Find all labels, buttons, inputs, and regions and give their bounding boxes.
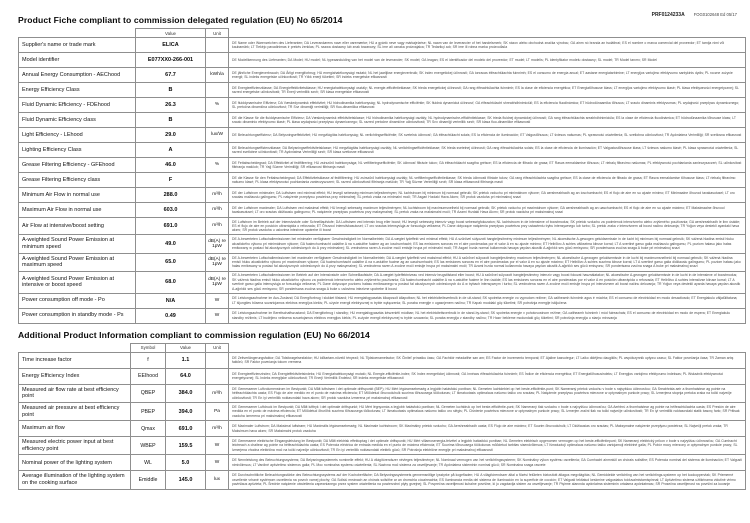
row-description: DE Energieeffizienzklasse; DA Energieffektivitetsklasse; HU energiahatékonysági osztály; NL energie-efficiëntieklasse; SK trieda energetickej účinnosti; GA rang éifeachtúlachta fuinnimh; ES la clase de eficiencia energética; ET Energiatõhususe klass; LT energijos vartojimo efektyvumo klasė; PL klasa efektywności energetycznej; SL razred energetske učinkovitosti; TR Enerji verimlilik sınıfı; SR klasa energetske efikasnosti [229, 83, 746, 98]
document-ref-primary: PRF0124233A [651, 12, 685, 18]
table-row [19, 38, 746, 53]
row-label: A-weighted Sound Power Emission at minimum speed [19, 235, 136, 253]
additional-table-body [19, 352, 746, 489]
row-value: 145.0 [166, 471, 206, 489]
row-description: DE Gemessene elektrische Eingangsleistung im Bestpunkt; DA Målt elektrisk effektoptag i det optimale driftspunkt; HU Mért villamosenergia-felvétel a legjobb hatásfokú pontban; NL Gemeten elektrisch opgenomen vermogen op het beste-efficiëntiepunt; SK Nameraný elektrický príkon v bode s najvyššou účinnosťou; GA Cumhacht leictreach a chaitear ag pointe na héifeachtúlachta uasta; ES Potencia eléctrica de entrada medida en el punto de máxima eficiencia; ET Suurima tõhususega töökolunas mõõdetud tarbitav sisendvõimsus; LT Išmatuotoji optimalaus našumo taško vartojamoji elektrinė galia; PL Pobór mocy mierzony w optymalnym punkcie pracy; SL Izmerjena vhodna električna moč na točki največje učinkovitosti; TR En iyi verimlilik noktasındaki elektrik gücü; SR Potrošnja električne energije pri maksimalnoj efikasnosti [229, 437, 746, 455]
row-label: Grease Filtering Efficiency class [19, 173, 136, 188]
row-value: E077XX0-266-001 [136, 53, 206, 68]
row-label: Energy Efficiency Index [19, 368, 131, 384]
table-row [19, 143, 746, 158]
table-row [19, 384, 746, 402]
row-description: DE Modellkennung des Lieferanten; DA Model; HU model; NL typeaanduiding van het model van de leverancier; SK model; GA leagan; ES el identificador del modelo del proveedor; ET mudel; LT modelis; PL identyfikator modelu dostawcy; SL model; TR Model tanımı; SR Model [229, 53, 746, 68]
table-row [19, 421, 746, 437]
row-description: DE A-bewerteten Luftschallemissionen bei minimaler verfügbarer Geschwindigkeit im Normalbetrieb; DA A-vægtet lydeffekt ved minimal effekt; HU A szűrővel súlyozott hangteljesítmény minimum teljesítményen; NL akoestische A-gewogen geluidsemissie in de lucht bij minimum bij normaal gebruik; SK vážená hladina emisií hluku akustického výkonu pri minimálnom výkone; GA fuaimchumhacht ualaithe A na n-astuithe fuaime ag an íoschumhacht; ES las emisiones sonoras en el aire ponderadas por el valor A en su ajuste mínimo; ET Helirõivo A suhtes väikseima kiiruse korral; LT A svertinė garso galia mažiausiu galingumu; PL poziom hałasu jako hałas emitowany w postaci fal akustycznych odniesionych do A przy minimalnej; SL vrednotena raven A zvočne moči emisije hrupa pri minimalni moči; TR Asgari hızda normal kullanımda havaya yayılan akustik A-ağırlıklı ses gücü emisyonu; SR ponderisana zvučna snaga A buke pri minimalnoj snazi [229, 235, 746, 253]
table-row [19, 128, 746, 143]
table-row [19, 173, 746, 188]
row-unit [206, 113, 229, 128]
column-header-symbol: Symbol [131, 343, 166, 352]
row-label: Model identifier [19, 53, 136, 68]
row-label: Light Efficiency - LEhood [19, 128, 136, 143]
row-unit: m³/h [206, 421, 229, 437]
row-value: F [136, 173, 206, 188]
row-value: 64.0 [166, 368, 206, 384]
row-description: DE Gemessener Luftdruck im Bestpunkt; DA Målt lufttryk i det optimale driftspunkt; HU Mért légnyomás a legjobb hatásfokú pontban; NL Gemeten luchtdruk op het beste-efficiëntie-punt; SK Nameraný tlak vzduchu v bode s najvyššou účinnosťou; GA Aerbhrú a thomhaistear ag pointe na héifeachtúlachta uasta; ES Presión de aire medida en el punto de máxima eficiencia; ET Mõõdetud õhurõhk suurima tõhususega töökolunas; LT Išmatuotasis optimalaus našumo taško oro slėgis; PL Ciśnienie powietrza mierzone w optymalnym punkcie pracy; SL Izmerjen zračni tlak na točki največje učinkovitosti; TR En iyi verimlilik noktasındaki statik basınç farkı; SR Pritisak vazduha izmerena pri maksimalnoj efikasnosti [229, 402, 746, 420]
additional-table-header [19, 343, 746, 352]
row-description: DE Gemessener Luftvolumenstrom im Bestpunkt; DA Målt luftstrøm i det optimale driftspunkt (BEP); HU Mért légáramsebesség a legjobb hatásfokú pontban; NL Gemeten luchtdebiet op het beste-efficiëntie-punt; SK Nameraný prietok vzduchu v bode s najvyššou účinnosťou; GA Sreabhráta aeir a thomhaistear ag pointe na héifeachtúlachta uasta; ES Flujo de aire medido en el punto de máxima eficiencia; ET Mõõdetud õhuvooluhulk suurima tõhususega töökolunas; LT Išmatuotasis optimalaus našumo taško oro srautas; PL Natężenie przepływu powietrza mierzone w optymalnym punkcie pracy; SL Izmerjena stopnja pretoka zraka na točki največje učinkovitosti; TR En iyi verimlilik noktasındaki hava akımı; SR protok vazduha izmerena pri maksimalnoj efikasnosti [229, 384, 746, 402]
table-row [19, 113, 746, 128]
table-row [19, 352, 746, 368]
table-row [19, 293, 746, 308]
header-spacer [19, 343, 131, 352]
header-spacer [229, 29, 746, 38]
row-value: 49.0 [136, 235, 206, 253]
row-value: 68.0 [136, 271, 206, 293]
row-unit: m³/h [206, 203, 229, 218]
row-value: 691.0 [166, 421, 206, 437]
fiche-table [18, 28, 746, 324]
row-description: DE Leistungsaufnahme im Aus-Zustand; DA Energiforbrug i slukket tilstand; HU energiafogyasztás kikapcsolt állapotban; NL het elektriciteitsverbruik in de uit-stand; SK spotreba energie vo vypnutom režime; GA caitheamh fuinnimh agus é múchta; ES el consumo de electricidad en modo desactivado; ET Energiakulu väljalülitatuna; LT išjungties būsena suvartojamos elektros energijos kiekis; PL użycie energii elektrycznej w trybie wyłączenia; SL poraba energije v ugasnjenem načinu; TR Kapalı moddaki güç tüketimi; SR potrošnja energije isključena [229, 293, 746, 308]
fiche-title: Product Fiche compliant to commission delegated regulation (EU) No 65/2014 [18, 15, 343, 25]
row-description: DE jährliche Energieverbrauch; DA Årligt energiforbrug; HU energiahatékonysági mutató; NL het jaarlijkse energieverbruik; SK index energetickej účinnosti; GA ionracas éifeachtúlachta fuinnimh; ES el consumo de energía anual; ET aastane energiatarbimine; LT energijos vartojimo efektyvumo santykinis dydis; PL roczne zużycie energii; SL indeks energetske učinkovitosti; TR Yıllık enerji tüketimi; SR indeks energetske efikasnosti [229, 68, 746, 83]
row-unit [206, 38, 229, 53]
row-label: A-weighted Sound Power Emission at intensive or boost speed [19, 271, 136, 293]
row-value: 394.0 [166, 402, 206, 420]
row-symbol: QBEP [131, 384, 166, 402]
row-description: DE Beleuchtungseffizienz; DA Belysningseffektivitet; HU megvilágítás hatékonyság; NL verlichtingsefficiëntie; SK svetelná účinnosť; GA éifeachtúlacht solais; ES la eficiencia de iluminación; ET Valgustõhusus; LT šviesos našumas; PL sprawność oświetlenia; SL svetlobna učinkovitost; TR Aydınlatma Verimliliği; SR svetlosna efikasnost [229, 128, 746, 143]
row-unit: m³/h [206, 188, 229, 203]
fiche-table-header [19, 29, 746, 38]
row-unit: W [206, 455, 229, 471]
row-unit: m³/h [206, 384, 229, 402]
row-value: B [136, 113, 206, 128]
row-description: DE Zeitverlängerungsfaktor; DA Tidsforøgelsesfaktor; HU időtartam-növelő tényező; NL Tijdstoenamefactor; SK Činiteľ prírastku času; GA Fachtóir méadaithe san am; ES Factor de incremento temporal; ET Ajaline kasvutegur; LT Laiko didėjimo daugiklis; PL współczynnik upływu czasu; SL Faktor povečanja časa; TR Zaman artış faktörü; SR Faktor povećanja tokom vremena [229, 352, 746, 368]
row-unit: lux/W [206, 128, 229, 143]
row-label: A-weighted Sound Power Emission at maximum speed [19, 253, 136, 271]
column-header-unit: Unit [206, 343, 229, 352]
table-row [19, 203, 746, 218]
row-description: DE Name oder Warenzeichen des Lieferanten; DA Leverandørens navn eller varemærke; HU a gyártó neve vagy márkajelzése; NL naam van de leverancier of het handelsmerk; SK názov alebo obchodná značka výrobcu; GA ainm nó branda an tsoláthraí; ES el nombre o marca comercial del proveedor; ET tarnija nimi või kaubamärk; LT Tiekėjo pavadinimas ir prekės ženklas; PL nazwa dostawcy lub znak towarowy; SL ime ali oznaka proizvajalca; TR Tedarikçi adı; SR ime ili robna marka proizvođača [229, 38, 746, 53]
row-unit: dB(A) re 1pW [206, 235, 229, 253]
row-unit: Pa [206, 402, 229, 420]
row-label: Minimum Air Flow in normal use [19, 188, 136, 203]
row-label: Fluid Dynamic Efficiency - FDEhood [19, 98, 136, 113]
row-unit [206, 173, 229, 188]
header-spacer [229, 343, 746, 352]
row-label: Maximum air flow [19, 421, 131, 437]
table-row [19, 402, 746, 420]
row-value: N/A [136, 293, 206, 308]
additional-info-title: Additional Product Information compliant to commission regulation (EU) No 66/2014 [18, 329, 370, 340]
row-unit: W [206, 293, 229, 308]
row-label: Measured electric power input at best efficiency point [19, 437, 131, 455]
row-unit [206, 352, 229, 368]
row-unit [206, 143, 229, 158]
row-label: Measured air flow rate at best efficiency point [19, 384, 131, 402]
row-unit [206, 83, 229, 98]
column-header-value: Value [136, 29, 206, 38]
table-row [19, 98, 746, 113]
row-value: 46.0 [136, 158, 206, 173]
row-description: DE Durchschnittliche Beleuchtungsstärke des Beleuchtungssystems auf der Kochoberfläche; DA Belysningssystemets gennemsnitlige lysstyrke på kogefladen; HU A világítórendszer által a főzési felületen biztosított átlagos megvilágítás; NL Gemiddelde verlichting van het verlichtings-systeem op het kookoppervlak; SK Priemerné osvetlenie vrhané systémom osvetlenia na povrch varnej plochy; GA Soilsiú meánach an chórais soilsithe ar an dromchla cócaireachta; ES Iluminancia media del sistema de iluminación en la superficie de cocción; ET Valgusti tekitatud keskmine valgustatus toiduvalmistamispinnal; LT Apšvietimo sistema užtikrinama vidutinė virimo paviršiaus apšvieta; PL Średnie natężenie oświetlenia zapewnianego przez system oświetlenia na powierzchni płyty grzejnej; SL Povprečna osvetljenost kuhalne površine, ki jo zagotavlja sistem za osvetljevanje; TR Pişirme alanında aydınlatma sisteminin ortalama aydınlatması; SR Prosečna osvetljenost na površini za kuvanje [229, 471, 746, 489]
row-value: 603.0 [136, 203, 206, 218]
table-row [19, 68, 746, 83]
row-label: Air Flow at intensive/boost setting [19, 218, 136, 235]
row-description: DE A-bewerteten Luftschallemissionen im Betrieb auf der Intensivstufe oder Schnelllaufstufe; DA A-vægtet lydeffektniveau ved intensiv brugstilstand eller boost; HU A szűrővel súlyozott hangteljesítmény intenzív vagy boost fokozat használatakor; NL akoestische A-gewogen geluidsemissie in de lucht in de intensieve of boostmodus; SK vážená hladina emisií hluku akustického výkonu za podmienok intenzívneho alebo zvýšeného používania; GA fuaimchumhacht ualaithe A na n-astuithe fuaime le linn úsáide; ES las emisiones sonoras en el aire ponderadas por el valor A en posición ultrarrápida o reforzada; ET Helirõivo A suhtes intensiivse kiiruse korral; LT A svertinė garso galia intensyviąja ar forsuotąja veiksena; PL Dane dotyczące poziomu hałasu emitowanego w postaci fal akustycznych odniesionych do A w trybach intensywnym i turbo; SL vrednotena raven A zvočne moči emisije hrupa pri intenzivnem ali boost načinu delovanja; TR Yoğun veya destekli ayarda havaya yayılan akustik A-ağırlıklı ses gücü emisyonu; SR ponderisana zvučna snaga A buke u uslovima intezivne upotrebe ili boost [229, 271, 746, 293]
table-row [19, 437, 746, 455]
row-label: Energy Efficiency Class [19, 83, 136, 98]
row-description: DE Fettabscheidegrad; DA Effektivitet af fedtfiltrering; HU zsírszűrő hatékonysága; NL vetfilteringsefficiëntie; SK účinnosť filtrácie tukov; GA éifeachtúlacht scagtha gréisce; ES la eficiencia de filtrado de grasa; ET Rasva eemaldamise tõhusus; LT riebalų filtravimo našumas; PL efektywność pochłaniania zanieczyszczeń; SL učinkovitost filtriranja maščob; TR Yağ Süzme Verimliliği; SR efikasnost filtriranja masti [229, 158, 746, 173]
row-symbol: WBEP [131, 437, 166, 455]
row-label: Supplier's name or trade mark [19, 38, 136, 53]
row-unit: % [206, 98, 229, 113]
row-value: A [136, 143, 206, 158]
additional-info-table [18, 343, 746, 490]
table-row [19, 218, 746, 235]
row-value: 691.0 [136, 218, 206, 235]
row-value: 159.5 [166, 437, 206, 455]
row-description: DE der Luftstrom minimaler; DA Luftstrøm ved minimal effekt; HU levegő sebesség minimum teljesítményen; NL luchtstroom bij minimum bij normaal gebruik; SK prietok vzduchu pri minimálnom výkone; GA aershreabhadh ag an íoschumhacht; ES el flujo de aire en su ajuste mínimo; ET Minimaalne õhuvool tavakasutusel; LT oro srautas mažiausiu galingumu; PL natężenie przepływu powietrza przy minimalnej; SL pretok zraka na minimalni moči; TR Asgari Hızdaki Hava Akımı; SR protok vazduha pri minimalnoj snazi [229, 188, 746, 203]
row-unit: dB(A) re 1pW [206, 253, 229, 271]
row-label: Grease Filtering Efficiency - GFEhood [19, 158, 136, 173]
row-unit: kWh/a [206, 68, 229, 83]
row-unit [206, 368, 229, 384]
row-description: DE Maximaler Luftstrom; DA Maksimal luftstrøm; HU Maximális légáramsebesség; NL Maximale luchtstroom; SK Maximálny prietok vzduchu; GA Aershreabhadh uasta; ES Flujo de aire máximo; ET Suurim õhuvooluhulk; LT Didžiausias oro srautas; PL Maksymalne natężenie przepływu powietrza; SL Največji pretok zraka; TR Maksimum hava akımı; SR Maksimalni protok vazduha [229, 421, 746, 437]
row-label: Power consumption off mode - Po [19, 293, 136, 308]
row-symbol: EEIhood [131, 368, 166, 384]
table-row [19, 271, 746, 293]
page-content [18, 15, 745, 490]
row-description: DE Nennleistung des Beleuchtungssystems; DA Belysningssystemets nominelle effekt; HU A világítórendszer névleges teljesítménye; NL Nominaal vermogen van het verlichtingssysteem; SK Nominálny výkon systému osvetlenia; GA Cumhacht ainmniúil an chórais soilsithe; ES Potencia nominal del sistema de iluminación; ET Valgusti nimivõimsus; LT Vardinė apšvietimo sistemos galia; PL Moc nominalna systemu oświetlenia; SL Nazivna moč sistema za osvetljevanje; TR Aydınlatma sisteminin nominal gücü; SR Nominalna snaga rasvete [229, 455, 746, 471]
row-value: 0.49 [136, 308, 206, 323]
row-value: 29.0 [136, 128, 206, 143]
row-label: Maximum Air Flow in normal use [19, 203, 136, 218]
row-label: Lighting Efficiency Class [19, 143, 136, 158]
table-row [19, 368, 746, 384]
column-header-unit: Unit [206, 29, 229, 38]
fiche-table-body [19, 38, 746, 324]
row-label: Nominal power of the lighting system [19, 455, 131, 471]
row-value: 384.0 [166, 384, 206, 402]
row-unit [206, 53, 229, 68]
row-label: Fluid Dynamic Efficiency class [19, 113, 136, 128]
row-description: DE Beleuchtungseffizienzklasse; DA Belysningseffektivitetsklasse; HU megvilágítás hatékonysági osztály; NL verlichtingsefficiëntieklasse; SK trieda svetelnej účinnosti; GA rang éifeachtúlachta solais; ES la clase de eficiencia de iluminación; ET Valgustustõhususe klass; LT šviesos našumo klasė; PL klasa sprawności oświetlenia; SL razred svetlobne učinkovitosti; TR Aydınlatma Verimliliği sınıfı; SR klasa svetlosne efikasnosti [229, 143, 746, 158]
column-header-value: Value [166, 343, 206, 352]
row-value: ELICA [136, 38, 206, 53]
row-value: B [136, 83, 206, 98]
table-row [19, 158, 746, 173]
row-label: Annual Energy Consumption - AEChood [19, 68, 136, 83]
table-row [19, 471, 746, 489]
row-description: DE Energieeffizienzindex; DA Energieffektivitetsindeks; HU Energiahatékonysági mutató; NL Energie-efficiëntie-index; SK Index energetickej účinnosti; GA Innéacs éifeachtúlachta fuinnimh; ES Índice de eficiencia energética; ET Energiatõhususindeks; LT Energijos vartojimo efektyvumo indeksas; PL Wskaźnik efektywności energetycznej; SL Indeks energijske učinkovitosti; TR Enerji Verimlilik Endeksi; SR indeks energetske efikasnosti [229, 368, 746, 384]
row-description: DE die Klasse für die fluiddynamische Effizienz; DA Væskedynamisk effektivitetsklasse; HU hidrodinamika hatékonysági osztály; NL hydrodynamische-efficiëntieklasse; SK trieda fluidnej dynamickej účinnosti; GA rang éifeachtúlachta sreabhdhinimiciúla; ES la clase de eficiencia fluodinámica; ET hüdrodünaamika tõhususe klass; LT srauto dinaminio efektyvumo klasė; PL klasa wydajności przepływu dynamicznego; SL razred pretočne dinamične učinkovitosti; TR Sıvı dinamiği verimlilik sınıfı; SR klasa fluo-dinamičke efikasnosti [229, 113, 746, 128]
row-label: Power consumption in standby mode - Ps [19, 308, 136, 323]
row-value: 5.0 [166, 455, 206, 471]
table-row [19, 83, 746, 98]
table-row [19, 53, 746, 68]
row-description: DE fluiddynamische Effizienz; DA Væskedynamisk effektivitet; HU hidrodinamika hatékonyság; NL hydrodynamische efficiëntie; SK fluidná dynamická účinnosť; GA éifeachtúlacht shreabhdhinimiciúil; ES la eficiencia fluodinámica; ET hüdrodünaamika tõhusus; LT srauto dinaminis efektyvumas; PL wydajność przepływu dynamicznego; SL pretočna dinamična učinkovitost; TR Sıvı dinamiği verimliliği; SR fluo-dinamička efikasnost [229, 98, 746, 113]
row-value: 1.1 [166, 352, 206, 368]
row-unit: m³/h [206, 218, 229, 235]
document-ref-secondary: FOG0102648 Ed 05/17 [693, 12, 737, 17]
row-value: 67.7 [136, 68, 206, 83]
row-unit: W [206, 437, 229, 455]
table-row [19, 253, 746, 271]
row-description: DE A-bewerteten Luftschallemissionen bei maximaler verfügbarer Geschwindigkeit im Normalbetrieb; DA A-vægtet lydeffekt ved maksimal effekt; HU A szűrővel súlyozott hangteljesítmény maximum teljesítményen; NL akoestische A-gewogen geluidsemissie in de lucht bij maximumsnelheid bij normaal gebruik; SK vážená hladina emisií hluku akustického výkonu pri maximálnom výkone; GA fuaimchumhacht ualaithe A na n-astuithe fuaime ag an uaschumhacht; ES las emisiones sonoras en el aire ponderadas por el valor A en su ajuste máximo; ET Helirõivo A suhtes suurima kiiruse korral; LT A svertinė garso galia didžiausiu galingumu; PL poziom hałasu jako hałas emitowany w postaci fal akustycznych odniesionych do A przy maksymalnej; SL vrednotena raven A zvočne moči emisije hrupa pri maksimalni moči; TR Azami hızda normal kullanımda havaya yayılan akustik A-ağırlıklı ses gücü emisyonu; SR ponderisana zvučna snaga A buke pri maksimalnoj snazi [229, 253, 746, 271]
row-symbol: Qmax [131, 421, 166, 437]
row-description: DE die Klasse für den Fettabscheidegrad; DA Effektivitetsklasse af fedtfiltrering; HU zsírszűrő hatékonysági osztály; NL vetfilteringsefficiëntieklasse; SK trieda účinnosti filtrácie tukov; GA rang éifeachtúlachta scagtha gréisce; ES la clase de eficiencia de filtrado de grasa; ET Rasva eemaldamise tõhususe klass; LT riebalų filtravimo našumo klasė; PL klasa efektywności pochłaniania zanieczyszczeń; SL razred učinkovitosti filtriranja maščob; TR Yağ Süzme Verimliliği sınıfı; SR klasa efikasnosti filtriranja masti [229, 173, 746, 188]
row-description: DE Luftstrom im Betrieb auf der Intensivstufe oder Schnelllaufstufe; DA Luftstrøm ved intensiv brug eller boost; HU levegő sebesség intenzív vagy boost sebességfokozaton; NL luchtstroom in de intensieve of boostmodus; SK prietok vzduchu za podmienok intenzívneho alebo zvýšeného používania; GA aershreabhadh le linn úsáide; ES el flujo de aire en posición ultrarrápida o reforzada; ET Õhuvool intensiivkasutusel; LT oro srautas intensyviąja ar forsuotąja veiksena; PL Dane dotyczące natężenia przepływu powietrza przy ustawieniu trybu intensywnego lub turbo; SL pretok zraka v intenzivnem ali boost načinu delovanja; TR Yoğun veya destekli ayardaki hava akımı; SR protok vazduha u uslovima intezivne upotrebe ili boost [229, 218, 746, 235]
row-unit: dB(A) re 1pW [206, 271, 229, 293]
row-description: DE der Luftstrom maximaler; DA Luftstrøm ved maksimal effekt; HU levegő sebesség maximum teljesítményen; NL luchtstroom bij maximumsnelheid bij normaal gebruik; SK prietok vzduchu pri maximálnom výkone; GA aershreabhadh ag an uaschumhacht; ES el flujo de aire en su ajuste máximo; ET Maksimaalne õhuvool tavakasutusel; LT oro srautas didžiausiu galingumu; PL natężenie przepływu powietrza przy maksymalnej; SL pretok zraka na maksimalni moči; TR Azami Hızdaki Hava Akımı; SR protok vazduha pri maksimalnoj snazi [229, 203, 746, 218]
row-description: DE Leistungsaufnahme im Bereitschaftszustand; DA Energiforbrug i standby; HU energiafogyasztás készenléti módban; NL het elektriciteitsverbruik in de stand-by-stand; SK spotreba energie v pohotovostnom režime; GA caitheamh fuinnimh i mód fuireachais; ES el consumo de electricidad en modo de espera; ET Energiakulu standby režiimis; LT budėjimo veiksena suvartojamos elektros energijos kiekis; PL zużycie energii elektrycznej w trybie czuwania; SL poraba energija v standby načinu; TR Hazır bekleme modundaki güç tüketimi; SR potrošnja energija u stanju mirovanja [229, 308, 746, 323]
row-value: 65.0 [136, 253, 206, 271]
table-row [19, 455, 746, 471]
row-symbol: PBEP [131, 402, 166, 420]
row-unit: W [206, 308, 229, 323]
row-unit: % [206, 158, 229, 173]
header-spacer [19, 29, 136, 38]
row-value: 26.3 [136, 98, 206, 113]
row-label: Average illumination of the lighting system on the cooking surface [19, 471, 131, 489]
table-row [19, 308, 746, 323]
row-symbol: f [131, 352, 166, 368]
row-label: Measured air pressure at best efficiency point [19, 402, 131, 420]
row-unit: lux [206, 471, 229, 489]
row-symbol: Emiddle [131, 471, 166, 489]
row-symbol: WL [131, 455, 166, 471]
table-row [19, 235, 746, 253]
row-value: 288.0 [136, 188, 206, 203]
table-row [19, 188, 746, 203]
row-label: Time increase factor [19, 352, 131, 368]
